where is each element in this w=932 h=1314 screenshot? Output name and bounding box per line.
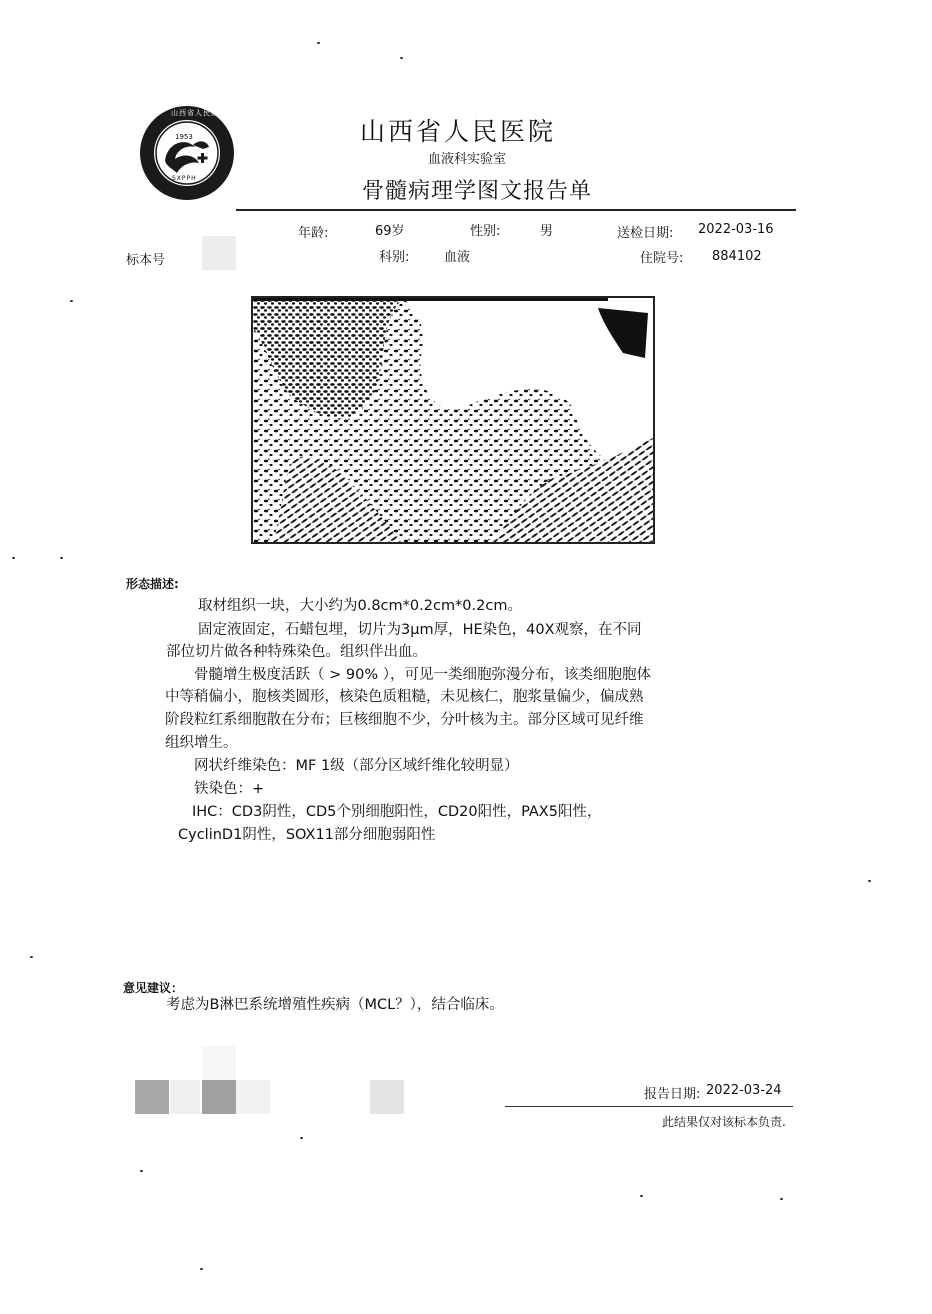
scan-speck: [300, 1137, 303, 1139]
redacted-specimen-number: [202, 236, 236, 270]
morphology-line: IHC：CD3阴性，CD5个别细胞阳性，CD20阳性，PAX5阳性，: [192, 804, 602, 820]
scan-speck: [400, 57, 403, 59]
scan-speck: [70, 300, 73, 302]
department-name: 血液科实验室: [428, 152, 507, 167]
report-date-label: 报告日期:: [644, 1087, 701, 1102]
morphology-line: 固定液固定，石蜡包埋，切片为3μm厚，HE染色，40X观察，在不同: [198, 622, 642, 638]
morphology-line: CyclinD1阴性，SOX11部分细胞弱阳性: [178, 827, 436, 843]
redacted-signature: [236, 1080, 270, 1114]
scan-speck: [60, 557, 63, 559]
scan-speck: [30, 956, 33, 958]
logo-year: 1953: [175, 133, 193, 141]
signature-rule: [505, 1106, 793, 1107]
send-date-label: 送检日期:: [617, 226, 674, 241]
inpatient-value: 884102: [712, 249, 762, 264]
morphology-heading: 形态描述:: [126, 577, 179, 591]
scan-speck: [868, 880, 871, 882]
report-date-value: 2022-03-24: [706, 1083, 782, 1098]
opinion-text: 考虑为B淋巴系统增殖性疾病（MCL？），结合临床。: [166, 997, 504, 1013]
age-label: 年龄:: [298, 226, 329, 241]
redacted-signature: [202, 1080, 236, 1114]
logo-ring-text: 山西省人民医院: [171, 109, 227, 117]
specimen-label: 标本号: [126, 253, 166, 268]
sex-value: 男: [540, 224, 554, 239]
dept-label: 科别:: [379, 250, 410, 265]
redacted-signature: [170, 1080, 200, 1114]
report-title: 骨髓病理学图文报告单: [362, 179, 593, 204]
dept-value: 血液: [444, 250, 471, 265]
morphology-line: 中等稍偏小，胞核类圆形，核染色质粗糙，未见核仁，胞浆量偏少，偏成熟: [165, 689, 644, 705]
opinion-heading: 意见建议：: [123, 981, 184, 995]
morphology-line: 阶段粒红系细胞散在分布；巨核细胞不少，分叶核为主。部分区域可见纤维: [165, 712, 644, 728]
sex-label: 性别:: [470, 224, 501, 239]
morphology-line: 组织增生。: [165, 735, 238, 751]
redacted-signature: [202, 1046, 236, 1080]
scan-speck: [12, 557, 15, 559]
morphology-line: 网状纤维染色：MF 1级（部分区域纤维化较明显）: [194, 758, 519, 774]
morphology-line: 取材组织一块，大小约为0.8cm*0.2cm*0.2cm。: [198, 598, 522, 614]
morphology-line: 铁染色：+: [194, 781, 265, 797]
redacted-signature: [135, 1080, 169, 1114]
scan-speck: [780, 1198, 783, 1200]
scan-speck: [317, 42, 320, 44]
redacted-signature: [370, 1080, 404, 1114]
hospital-name: 山西省人民医院: [360, 117, 557, 146]
hospital-logo: [137, 103, 237, 203]
inpatient-label: 住院号:: [640, 251, 684, 266]
micrograph-image: [251, 296, 655, 544]
age-value: 69岁: [375, 224, 405, 239]
header-rule: [236, 209, 796, 211]
send-date-value: 2022-03-16: [698, 222, 774, 237]
scan-speck: [640, 1195, 643, 1197]
morphology-line: 骨髓增生极度活跃（ > 90% ），可见一类细胞弥漫分布，该类细胞胞体: [194, 667, 651, 683]
morphology-line: 部位切片做各种特殊染色。组织伴出血。: [166, 644, 427, 660]
logo-abbr: SXPPH: [172, 175, 197, 182]
disclaimer: 此结果仅对该标本负责.: [662, 1115, 786, 1129]
scan-speck: [140, 1170, 143, 1172]
scan-speck: [200, 1268, 203, 1270]
